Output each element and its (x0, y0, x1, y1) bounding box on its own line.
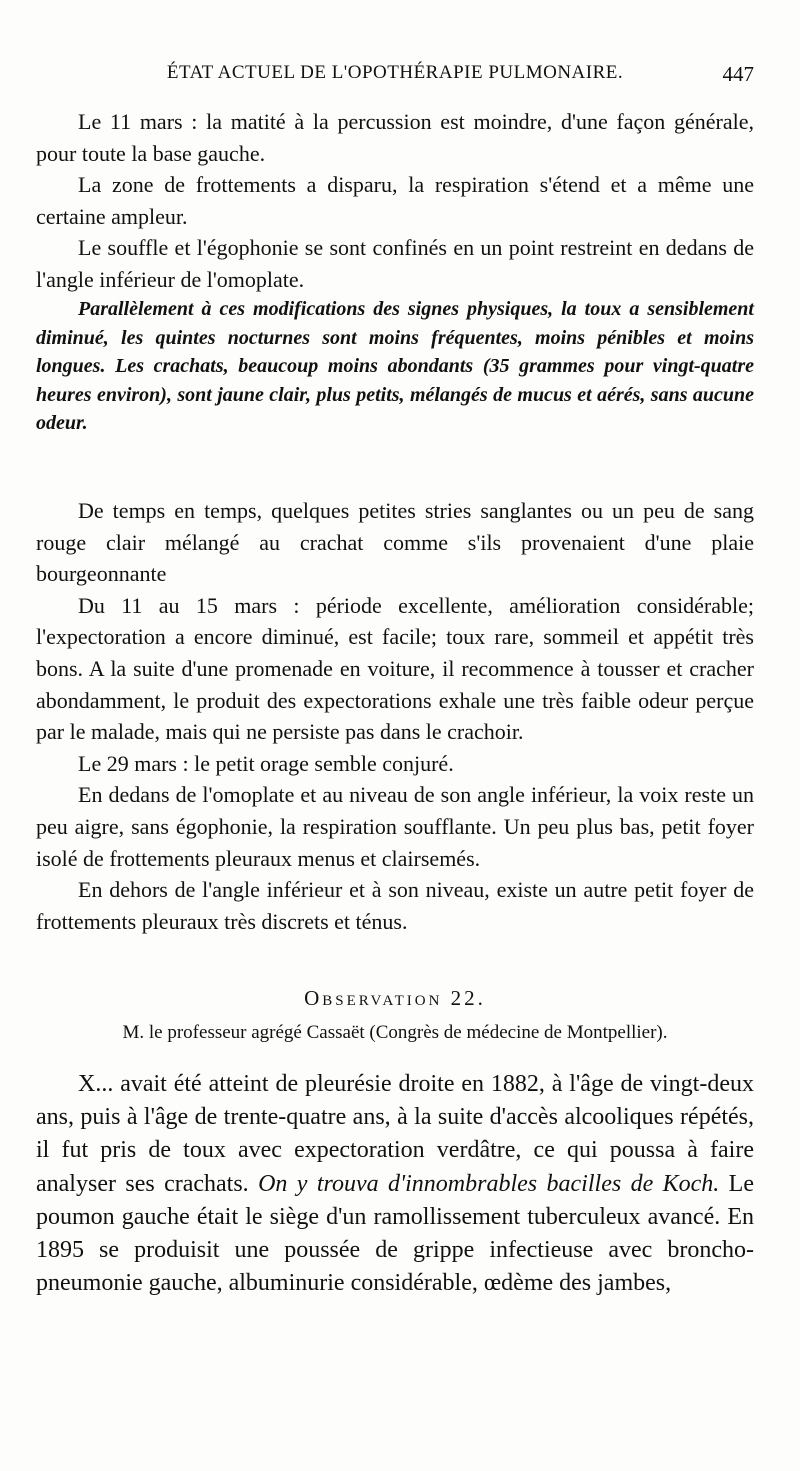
paragraph-souffle: Le souffle et l'égophonie se sont confinés en un point restreint en dedans de l'angle inférieur de l'omoplate. (36, 235, 754, 292)
paragraph-29-mars: Le 29 mars : le petit orage semble conjuré. (78, 750, 454, 776)
case-text-italic: On y trouva d'innombrables bacilles de Koch. (258, 1170, 720, 1197)
running-title: ÉTAT ACTUEL DE L'OPOTHÉRAPIE PULMONAIRE. (166, 62, 624, 83)
case-text-start: X... avait été atteint de pleurésie droite en 1882, à l'âge de vingt-deux ans, puis à l'âge de trente-quatre ans, à la suite d'accès alcooliques répétés, il fut pris de toux avec expectoration verdâtre, ce qui poussa à faire analyser ses crachats. (36, 1071, 754, 1197)
paragraph-case (36, 1068, 754, 1300)
paragraph-parallelement: Parallèlement à ces modifications des signes physiques, la toux a sensiblement diminué, les quintes nocturnes sont moins fréquentes, moins pénibles et moins longues. Les crachats, beaucoup moins abondants (35 grammes pour vingt-quatre heures environ), sont jaune clair, plus petits, mélangés de mucus et aérés, sans aucune odeur. (36, 298, 754, 434)
paragraph-de-temps: De temps en temps, quelques petites stries sanglantes ou un peu de sang rouge clair mélangé au crachat comme s'ils provenaient d'une plaie bourgeonnante (36, 498, 754, 587)
clinical-notes-top (36, 106, 754, 438)
paragraph-en-dehors: En dehors de l'angle inférieur et à son niveau, existe un autre petit foyer de frottements pleuraux très discrets et ténus. (36, 877, 754, 934)
case-text-end: Le poumon gauche était le siège d'un ramollissement tuberculeux avancé. En 1895 se produisit une poussée de grippe infectieuse avec broncho-pneumonie gauche, albuminurie considérable, œdème des jambes, (36, 1170, 754, 1297)
paragraph-en-dedans: En dedans de l'omoplate et au niveau de son angle inférieur, la voix reste un peu aigre, sans égophonie, la respiration soufflante. Un peu plus bas, petit foyer isolé de frottements pleuraux menus et clairsemés. (36, 782, 754, 871)
clinical-notes-bottom (36, 495, 754, 937)
observation-title: Observation 22. (304, 986, 486, 1010)
observation-source: M. le professeur agrégé Cassaët (Congrès de médecine de Montpellier). (122, 1022, 668, 1043)
page-number: 447 (722, 62, 754, 86)
paragraph-15-mars: Du 11 au 15 mars : période excellente, amélioration considérable; l'expectoration a encore diminué, est facile; toux rare, sommeil et appétit très bons. A la suite d'une promenade en voiture, il recommence à tousser et cracher abondamment, le produit des expectorations exhale une très faible odeur perçue par le malade, mais qui ne persiste pas dans le crachoir. (36, 592, 754, 745)
paragraph-zone-frottements: La zone de frottements a disparu, la respiration s'étend et a même une certaine ampleur. (36, 172, 754, 229)
case-report (36, 1068, 754, 1300)
running-header (36, 62, 754, 92)
paragraph-11-mars: Le 11 mars : la matité à la percussion est moindre, d'une façon générale, pour toute la base gauche. (36, 109, 754, 166)
